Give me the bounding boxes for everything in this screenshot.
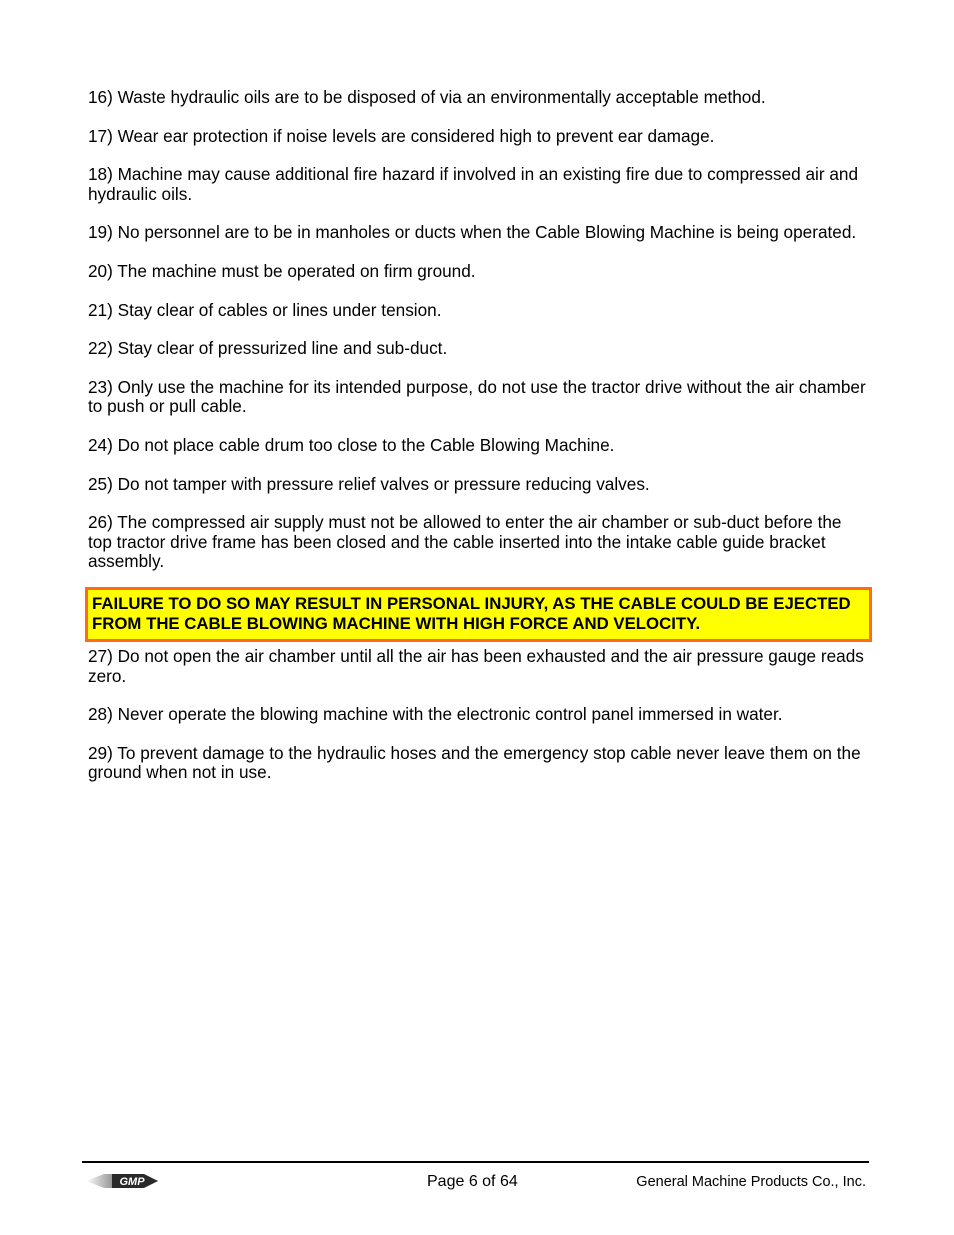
instruction-item-23: 23) Only use the machine for its intended purpose, do not use the tractor drive without the air chamber to push or pull cable.: [88, 376, 866, 417]
document-body: [88, 88, 870, 802]
instruction-item-21: 21) Stay clear of cables or lines under tension.: [88, 299, 442, 320]
company-name: General Machine Products Co., Inc.: [636, 1174, 866, 1190]
instruction-item-28: 28) Never operate the blowing machine with the electronic control panel immersed in water.: [88, 704, 783, 725]
logo-text: GMP: [119, 1176, 145, 1188]
instruction-item-17: 17) Wear ear protection if noise levels are considered high to prevent ear damage.: [88, 125, 715, 146]
gmp-logo-icon: [82, 1170, 160, 1192]
instruction-item-29: 29) To prevent damage to the hydraulic hoses and the emergency stop cable never leave them on the ground when not in use.: [88, 742, 861, 783]
instruction-item-18: 18) Machine may cause additional fire hazard if involved in an existing fire due to compressed air and hydraulic oils.: [88, 164, 859, 204]
page-number: Page 6 of 64: [427, 1173, 518, 1190]
instruction-item-20: 20) The machine must be operated on firm ground.: [88, 260, 476, 281]
instruction-item-25: 25) Do not tamper with pressure relief valves or pressure reducing valves.: [88, 473, 650, 494]
instruction-item-16: 16) Waste hydraulic oils are to be disposed of via an environmentally acceptable method.: [88, 87, 766, 107]
instruction-item-26: 26) The compressed air supply must not be allowed to enter the air chamber or sub-duct before the top tractor drive frame has been closed and the cable inserted into the intake cable guide bracket assembly.: [88, 512, 842, 572]
instruction-item-24: 24) Do not place cable drum too close to the Cable Blowing Machine.: [88, 434, 615, 455]
instruction-item-22: 22) Stay clear of pressurized line and sub-duct.: [88, 338, 448, 359]
instruction-item-27: 27) Do not open the air chamber until all the air has been exhausted and the air pressure gauge reads zero.: [88, 646, 864, 686]
footer-divider: [82, 1161, 869, 1163]
warning-box: FAILURE TO DO SO MAY RESULT IN PERSONAL INJURY, AS THE CABLE COULD BE EJECTED FROM THE CABLE BLOWING MACHINE WITH HIGH FORCE AND VELOCITY.: [85, 587, 872, 642]
instruction-item-19: 19) No personnel are to be in manholes or ducts when the Cable Blowing Machine is being operated.: [88, 222, 857, 243]
